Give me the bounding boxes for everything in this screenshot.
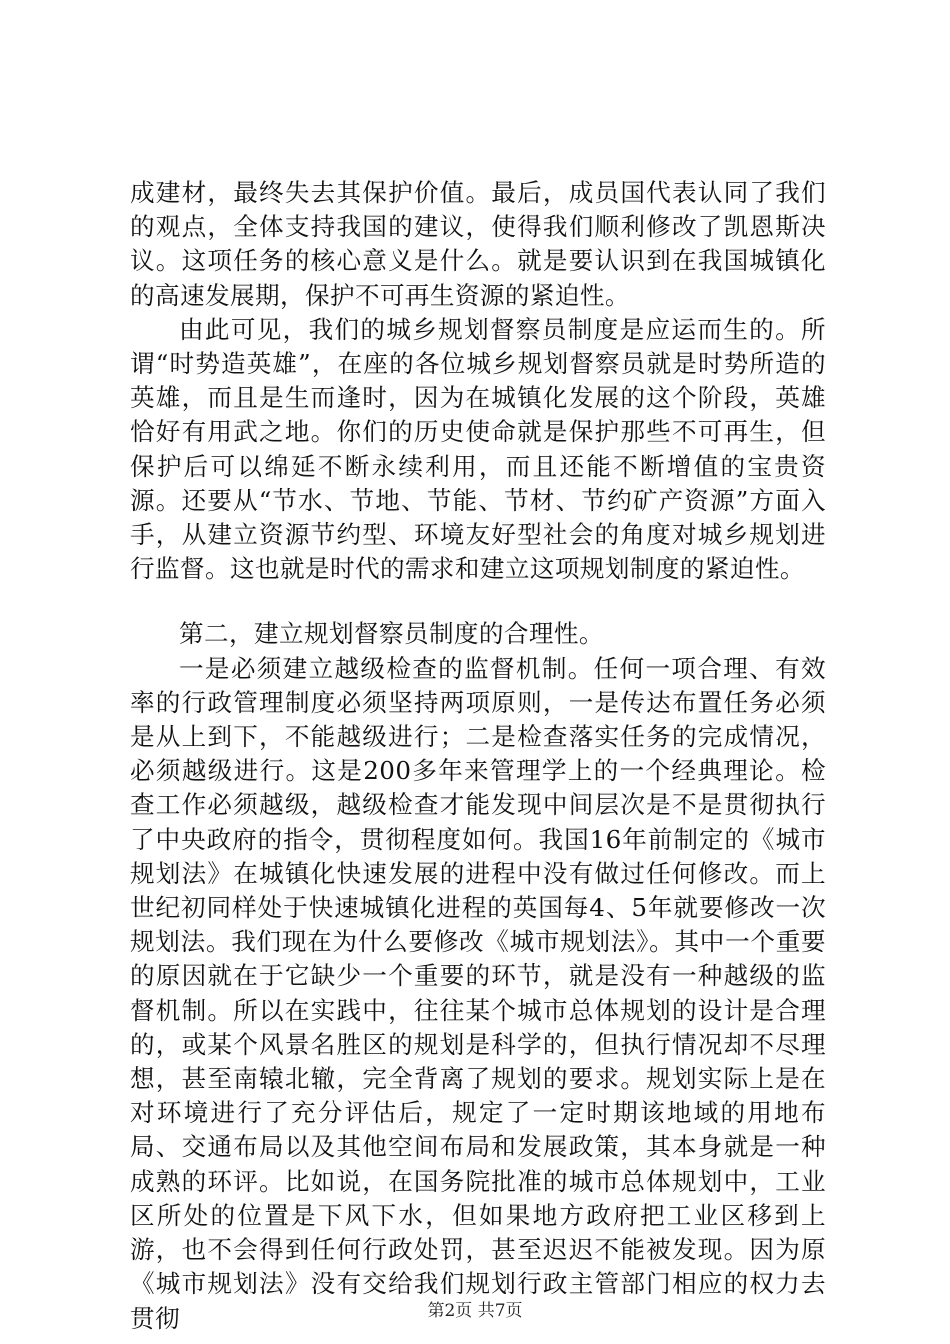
paragraph: 一是必须建立越级检查的监督机制。任何一项合理、有效率的行政管理制度必须坚持两项原则，一是传达布置任务必须是从上到下，不能越级进行；二是检查落实任务的完成情况，必须越级进行。这是200多年来管理学上的一个经典理论。检查工作必须越级，越级检查才能发现中间层次是不是贯彻执行了中央政府的指令，贯彻程度如何。我国16年前制定的《城市规划法》在城镇化快速发展的进程中没有做过任何修改。而上世纪初同样处于快速城镇化进程的英国每4、5年就要修改一次规划法。我们现在为什么要修改《城市规划法》。其中一个重要的原因就在于它缺少一个重要的环节，就是没有一种越级的监督机制。所以在实践中，往往某个城市总体规划的设计是合理的，或某个风景名胜区的规划是科学的，但执行情况却不尽理想，甚至南辕北辙，完全背离了规划的要求。规划实际上是在对环境进行了充分评估后，规定了一定时期该地域的用地布局、交通布局以及其他空间布局和发展政策，其本身就是一种成熟的环评。比如说，在国务院批准的城市总体规划中，工业区所处的位置是下风下水，但如果地方政府把工业区移到上游，也不会得到任何行政处罚，甚至迟迟不能被发现。因为原《城市规划法》没有交给我们规划行政主管部门相应的权力去贯彻 [130,653,826,1333]
section-heading: 第二，建立规划督察员制度的合理性。 [179,619,604,649]
document-body [130,176,826,1336]
paragraph-continued: 成建材，最终失去其保护价值。最后，成员国代表认同了我们的观点，全体支持我国的建议，使得我们顺利修改了凯恩斯决议。这项任务的核心意义是什么。就是要认识到在我国城镇化的高速发展期，保护不可再生资源的紧迫性。 [130,178,826,310]
page-footer: 第2页 共7页 [427,1301,523,1321]
paragraph: 由此可见，我们的城乡规划督察员制度是应运而生的。所谓“时势造英雄”，在座的各位城乡规划督察员就是时势所造的英雄，而且是生而逢时，因为在城镇化发展的这个阶段，英雄恰好有用武之地。你们的历史使命就是保护那些不可再生，但保护后可以绵延不断永续利用，而且还能不断增值的宝贵资源。还要从“节水、节地、节能、节材、节约矿产资源”方面入手，从建立资源节约型、环境友好型社会的角度对城乡规划进行监督。这也就是时代的需求和建立这项规划制度的紧迫性。 [130,314,826,584]
paragraph-spacer [130,586,826,617]
